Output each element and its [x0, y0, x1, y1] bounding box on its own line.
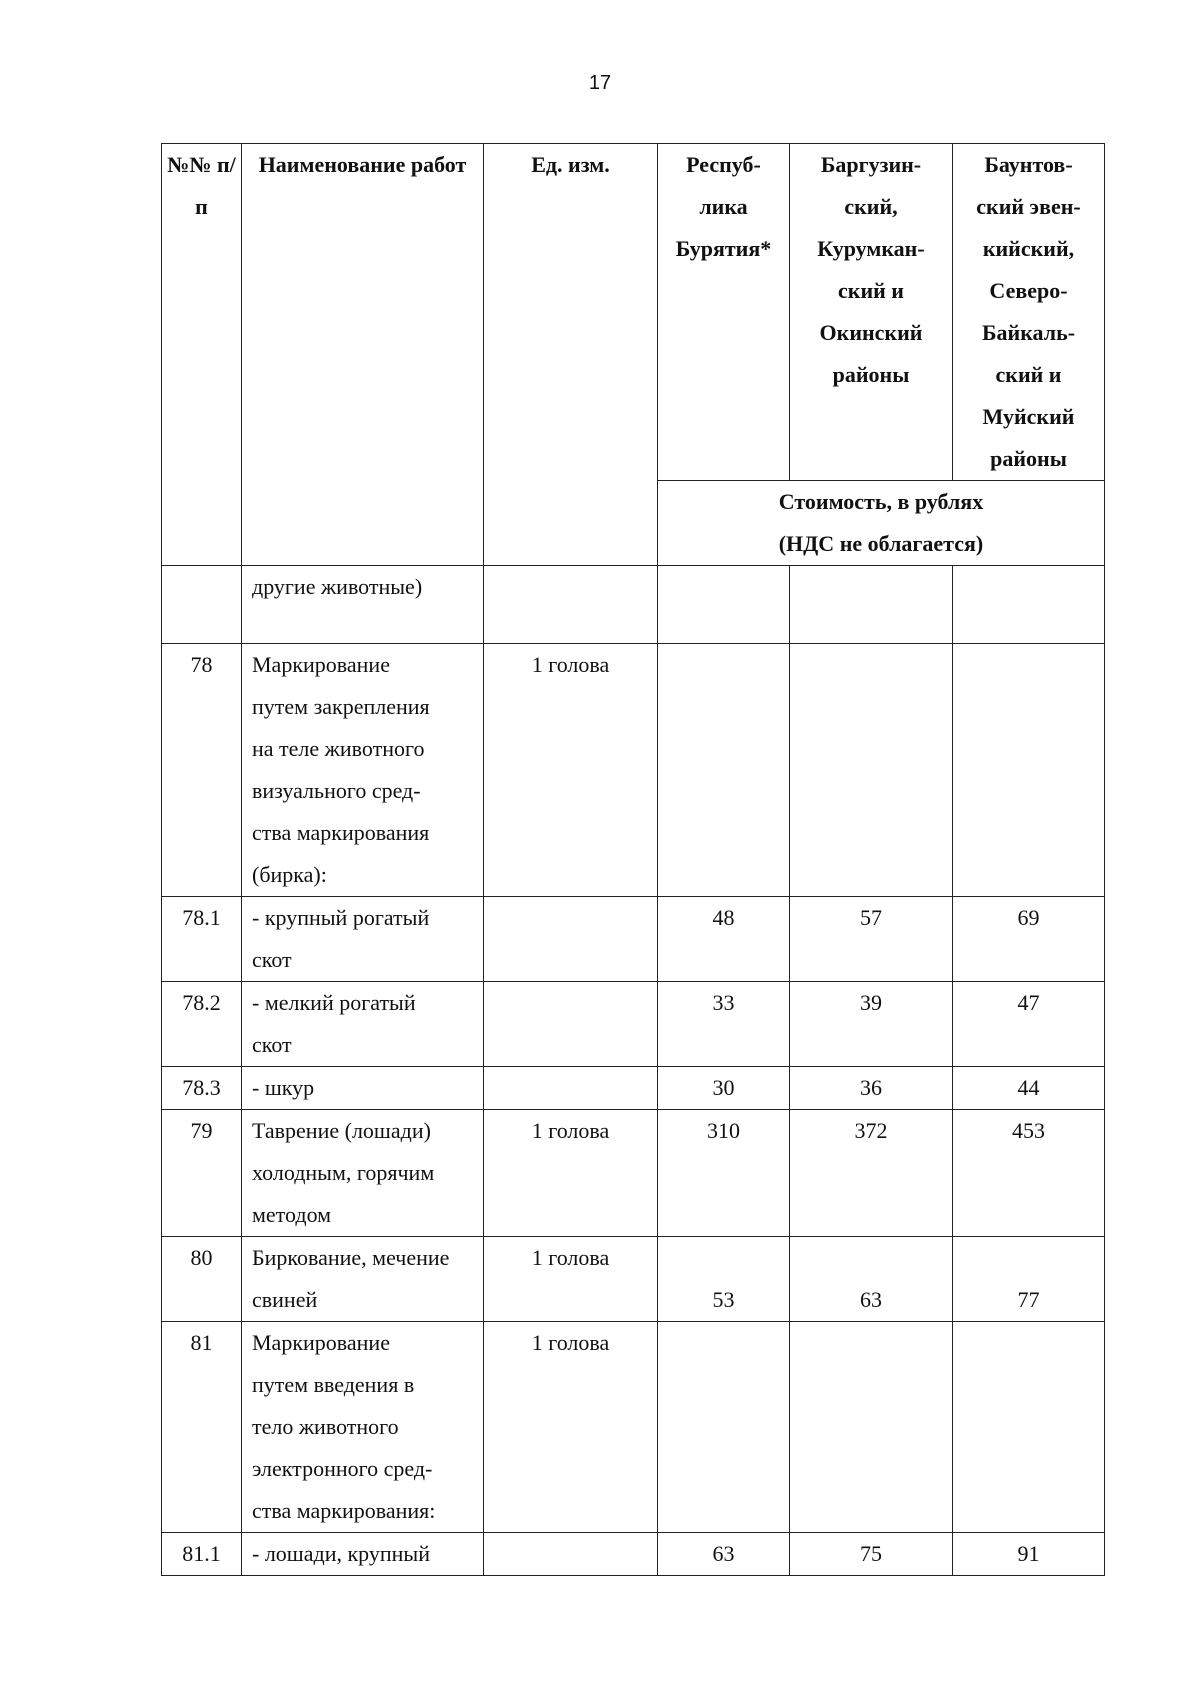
row-price-barguzin: 372	[790, 1110, 953, 1237]
row-price-bauntov	[953, 644, 1105, 897]
row-work-name: другие животные)	[242, 566, 484, 644]
table-row	[162, 566, 1105, 644]
table-row	[162, 897, 1105, 982]
row-number: 78.2	[162, 982, 242, 1067]
row-number: 78.1	[162, 897, 242, 982]
header-unit: Ед. изм.	[484, 144, 658, 566]
row-work-name: Маркирование путем закрепления на теле животного визуального сред- ства маркирования (бирка):	[242, 644, 484, 897]
row-unit: 1 голова	[484, 1237, 658, 1322]
table-body	[162, 566, 1105, 1576]
row-work-name: - крупный рогатый скот	[242, 897, 484, 982]
row-unit	[484, 982, 658, 1067]
header-row	[162, 144, 1105, 481]
row-unit	[484, 566, 658, 644]
row-work-name: - лошади, крупный	[242, 1533, 484, 1576]
row-price-barguzin: 63	[790, 1237, 953, 1322]
row-price-buryatia	[658, 644, 790, 897]
row-price-barguzin	[790, 1322, 953, 1533]
row-number: 78.3	[162, 1067, 242, 1110]
table-row	[162, 644, 1105, 897]
row-number: 78	[162, 644, 242, 897]
row-price-bauntov: 69	[953, 897, 1105, 982]
row-price-bauntov: 453	[953, 1110, 1105, 1237]
row-price-bauntov: 44	[953, 1067, 1105, 1110]
table-row	[162, 1533, 1105, 1576]
row-number: 81.1	[162, 1533, 242, 1576]
row-work-name: - шкур	[242, 1067, 484, 1110]
row-unit: 1 голова	[484, 1110, 658, 1237]
row-price-bauntov: 91	[953, 1533, 1105, 1576]
row-price-bauntov	[953, 566, 1105, 644]
price-table	[161, 143, 1105, 1576]
header-region-buryatia: Респуб- лика Бурятия*	[658, 144, 790, 481]
header-num: №№ п/п	[162, 144, 242, 566]
row-price-bauntov: 77	[953, 1237, 1105, 1322]
table-row	[162, 982, 1105, 1067]
row-unit	[484, 897, 658, 982]
row-price-barguzin	[790, 644, 953, 897]
row-price-buryatia	[658, 1322, 790, 1533]
row-price-barguzin: 75	[790, 1533, 953, 1576]
header-cost: Стоимость, в рублях (НДС не облагается)	[658, 481, 1105, 566]
row-work-name: Таврение (лошади) холодным, горячим методом	[242, 1110, 484, 1237]
row-number: 81	[162, 1322, 242, 1533]
row-number: 80	[162, 1237, 242, 1322]
row-unit: 1 голова	[484, 644, 658, 897]
row-price-buryatia: 63	[658, 1533, 790, 1576]
table-row	[162, 1110, 1105, 1237]
row-price-buryatia: 53	[658, 1237, 790, 1322]
table-row	[162, 1067, 1105, 1110]
header-region-bauntov: Баунтов- ский эвен- кийский, Северо- Байкаль- ский и Муйский районы	[953, 144, 1105, 481]
header-name: Наименование работ	[242, 144, 484, 566]
row-price-buryatia: 30	[658, 1067, 790, 1110]
row-work-name: Маркирование путем введения в тело животного электронного сред- ства маркирования:	[242, 1322, 484, 1533]
row-price-buryatia: 310	[658, 1110, 790, 1237]
row-unit	[484, 1067, 658, 1110]
row-unit	[484, 1533, 658, 1576]
row-price-buryatia: 33	[658, 982, 790, 1067]
row-work-name: - мелкий рогатый скот	[242, 982, 484, 1067]
row-number	[162, 566, 242, 644]
row-price-bauntov	[953, 1322, 1105, 1533]
page-number: 17	[588, 72, 612, 94]
table-row	[162, 1237, 1105, 1322]
row-price-buryatia	[658, 566, 790, 644]
row-price-bauntov: 47	[953, 982, 1105, 1067]
row-price-barguzin: 36	[790, 1067, 953, 1110]
row-price-barguzin	[790, 566, 953, 644]
row-number: 79	[162, 1110, 242, 1237]
row-price-buryatia: 48	[658, 897, 790, 982]
row-work-name: Биркование, мечение свиней	[242, 1237, 484, 1322]
header-region-barguzin: Баргузин- ский, Курумкан- ский и Окинский районы	[790, 144, 953, 481]
row-price-barguzin: 39	[790, 982, 953, 1067]
table-row	[162, 1322, 1105, 1533]
row-price-barguzin: 57	[790, 897, 953, 982]
row-unit: 1 голова	[484, 1322, 658, 1533]
